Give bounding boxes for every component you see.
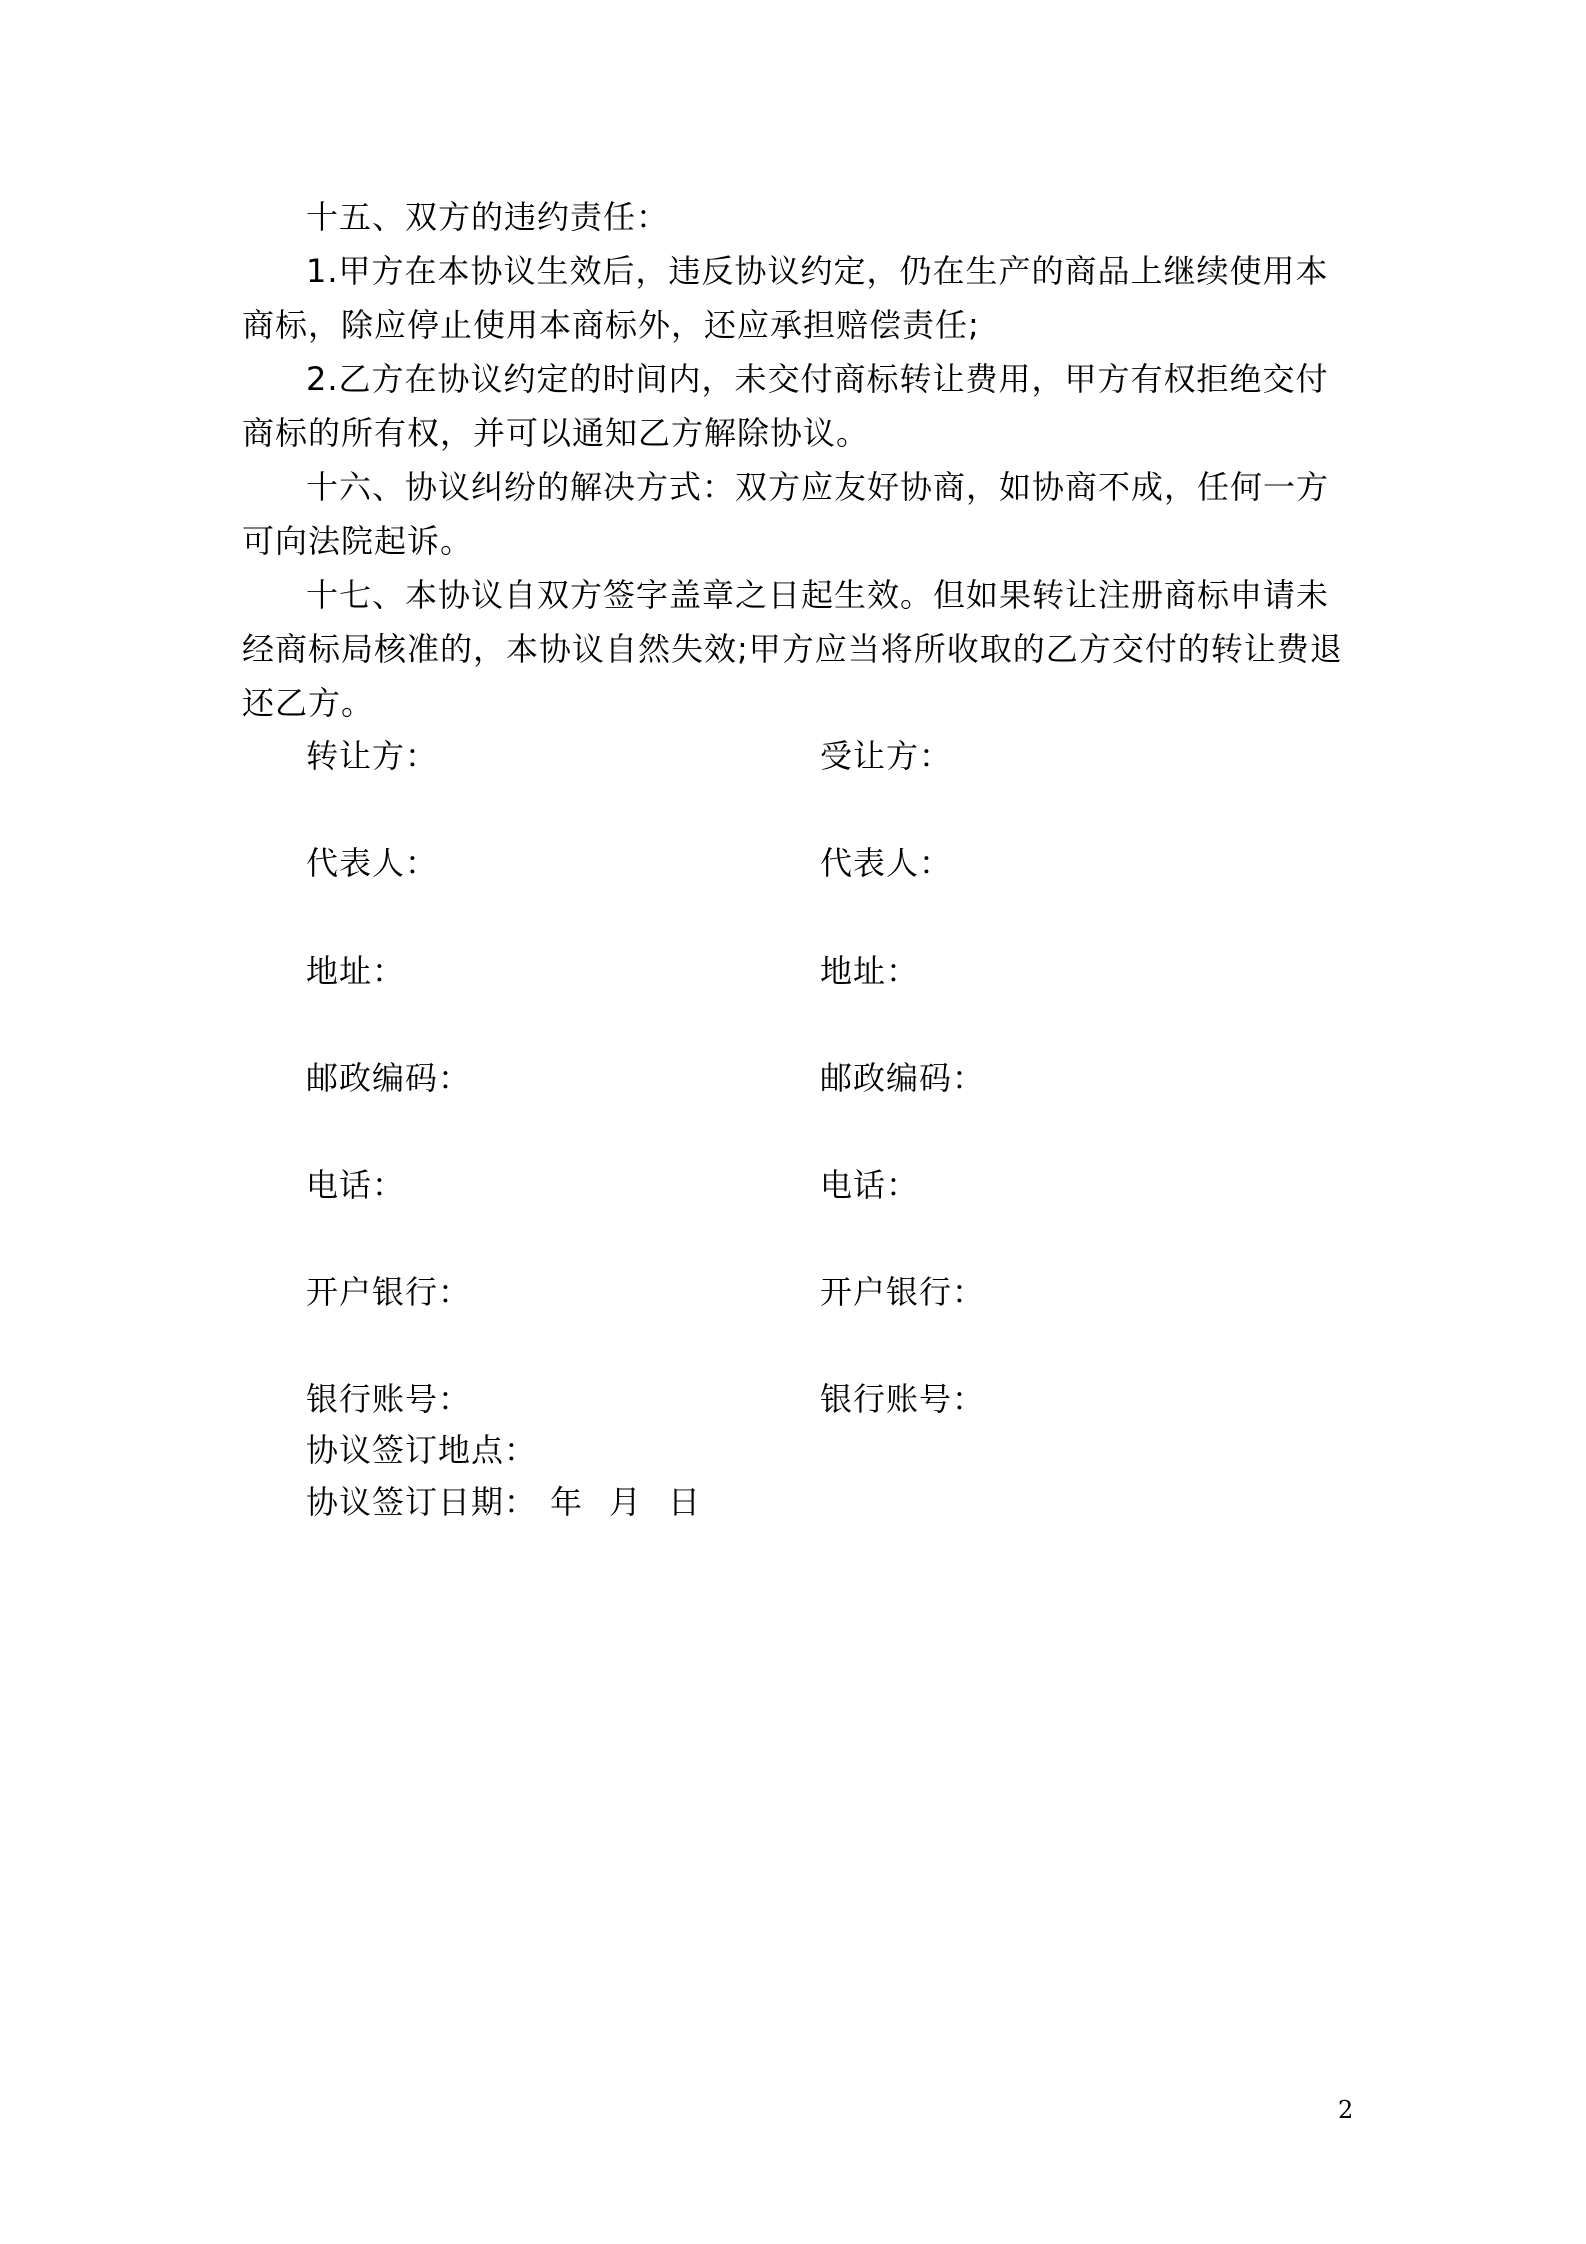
transferee-address-label: 地址： bbox=[820, 952, 920, 990]
transferee-postal-code-label: 邮政编码： bbox=[820, 1059, 986, 1097]
transferor-label: 转让方： bbox=[306, 737, 439, 775]
page-number: 2 bbox=[1338, 2096, 1354, 2124]
clause-17: 十七、本协议自双方签字盖章之日起生效。但如果转让注册商标申请未经商标局核准的，本协议自然失效;甲方应当将所收取的乙方交付的转让费退还乙方。 bbox=[242, 576, 1343, 722]
transferee-phone-label: 电话： bbox=[820, 1166, 920, 1204]
clause-16: 十六、协议纠纷的解决方式：双方应友好协商，如协商不成，任何一方可向法院起诉。 bbox=[242, 468, 1330, 560]
signing-place-label: 协议签订地点： bbox=[306, 1431, 538, 1469]
transferee-account-label: 银行账号： bbox=[820, 1380, 986, 1418]
transferor-postal-code-label: 邮政编码： bbox=[306, 1059, 472, 1097]
date-year: 年 bbox=[550, 1483, 584, 1521]
date-month: 月 bbox=[609, 1483, 643, 1521]
clause-15-item-1: 1.甲方在本协议生效后，违反协议约定，仍在生产的商品上继续使用本商标，除应停止使用本商标外，还应承担赔偿责任; bbox=[242, 252, 1329, 344]
transferor-account-label: 银行账号： bbox=[306, 1380, 472, 1418]
transferor-phone-label: 电话： bbox=[306, 1166, 406, 1204]
transferor-representative-label: 代表人： bbox=[306, 844, 439, 882]
transferor-bank-label: 开户银行： bbox=[306, 1273, 472, 1311]
signing-date-row bbox=[306, 1482, 701, 1522]
clause-15-item-2: 2.乙方在协议约定的时间内，未交付商标转让费用，甲方有权拒绝交付商标的所有权，并可以通知乙方解除协议。 bbox=[242, 360, 1329, 452]
transferor-address-label: 地址： bbox=[306, 952, 406, 990]
signing-date-label: 协议签订日期： bbox=[306, 1483, 538, 1521]
date-day: 日 bbox=[668, 1483, 702, 1521]
transferee-label: 受让方： bbox=[820, 737, 953, 775]
transferee-representative-label: 代表人： bbox=[820, 844, 953, 882]
transferee-bank-label: 开户银行： bbox=[820, 1273, 986, 1311]
clause-15-title: 十五、双方的违约责任： bbox=[306, 198, 670, 236]
